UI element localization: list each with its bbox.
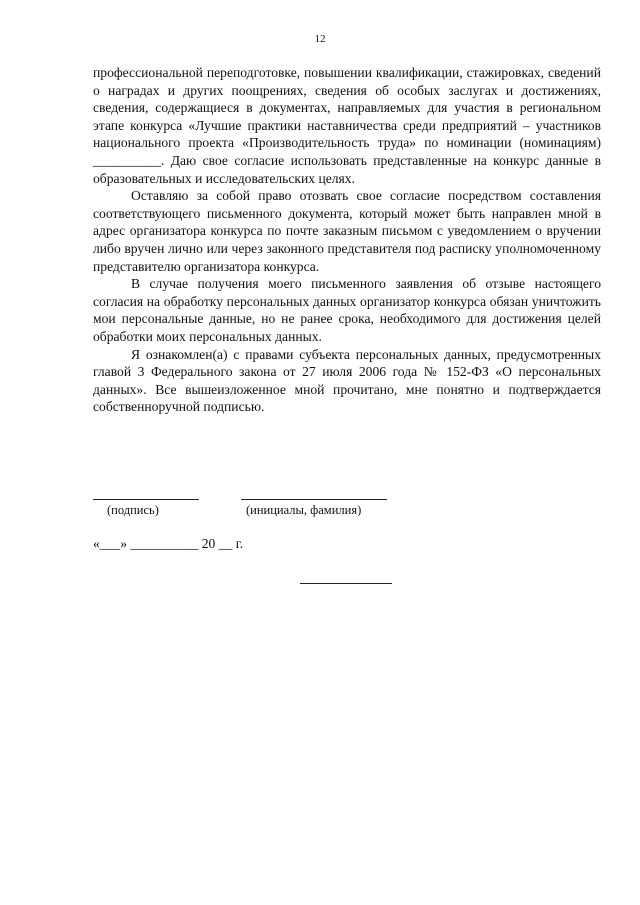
document-body bbox=[93, 64, 601, 416]
end-of-document-rule bbox=[300, 583, 392, 584]
page-number: 12 bbox=[314, 33, 326, 45]
name-line bbox=[241, 499, 387, 500]
paragraph-data-destruction: В случае получения моего письменного заявления об отзыве настоящего согласия на обработку персональных данных организатор конкурса обязан уничтожить мои персональные данные, но не ранее срока, необходимого для достижения целей обработки моих персональных данных. bbox=[93, 276, 601, 344]
signature-line bbox=[93, 499, 199, 500]
paragraph-acknowledgement: Я ознакомлен(а) с правами субъекта персональных данных, предусмотренных главой 3 Федерального закона от 27 июля 2006 года № 152-ФЗ «О персональных данных». Все вышеизложенное мной прочитано, мне понятно и подтверждается собственноручной подписью. bbox=[93, 346, 601, 415]
signature-block bbox=[93, 493, 493, 533]
signature-caption: (подпись) bbox=[107, 503, 159, 517]
name-caption: (инициалы, фамилия) bbox=[246, 503, 362, 517]
date-line: «___» __________ 20 __ г. bbox=[93, 536, 244, 551]
paragraph-continuation: профессиональной переподготовке, повышении квалификации, стажировках, сведений о наградах и других поощрениях, сведения об особых заслугах и достижениях, сведения, содержащиеся в документах, направляемых для участия в региональном этапе конкурса «Лучшие практики наставничества среди предприятий – участников национального проекта «Производительность труда» по номинации (номинациям) __________. Даю свое согласие использовать представленные на конкурс данные в образовательных и исследовательских целях. bbox=[93, 65, 601, 186]
paragraph-revocation-right: Оставляю за собой право отозвать свое согласие посредством составления соответствующего письменного документа, который может быть направлен мной в адрес организатора конкурса по почте заказным письмом с уведомлением о вручении либо вручен лично или через законного представителя под расписку уполномоченному представителю организатора конкурса. bbox=[93, 188, 601, 274]
